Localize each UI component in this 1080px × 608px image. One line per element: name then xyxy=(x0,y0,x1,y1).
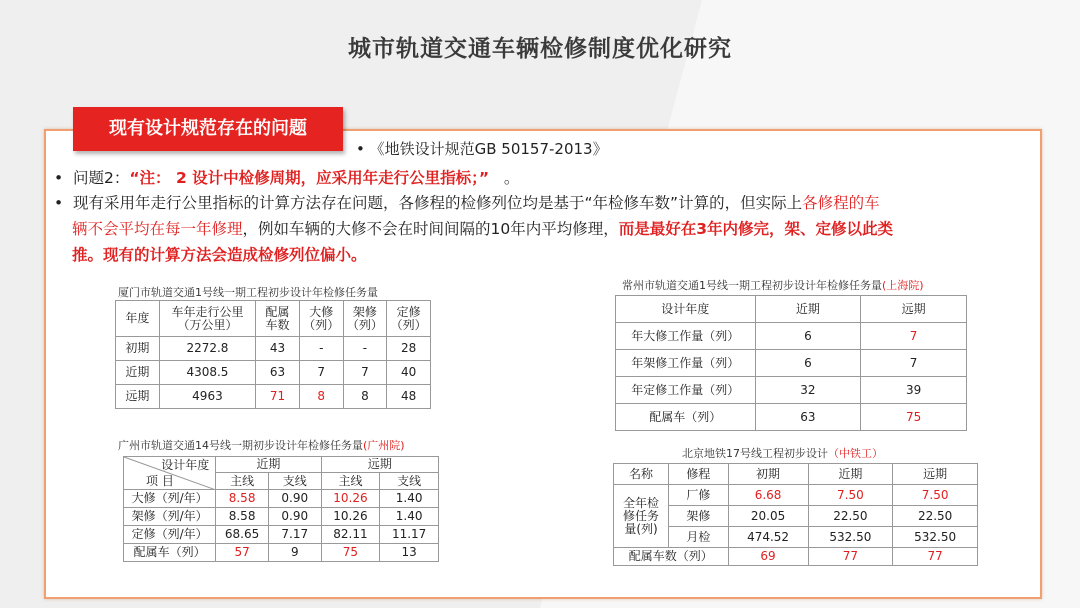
table-cell: 20.05 xyxy=(728,506,808,527)
table-cell: 4308.5 xyxy=(159,361,256,385)
table-cell: 6 xyxy=(755,350,861,377)
table-cell: 10.26 xyxy=(321,490,380,508)
table-cell: 大修（列/年） xyxy=(124,490,216,508)
table-cell: 28 xyxy=(387,337,431,361)
header-cell: 大修 （列） xyxy=(299,301,343,337)
table-cell: 8.58 xyxy=(216,508,269,526)
table-cell: 57 xyxy=(216,544,269,562)
header-cell: 近期 xyxy=(808,464,893,485)
table-cell: 定修（列/年） xyxy=(124,526,216,544)
bullet-dot: • xyxy=(54,194,73,212)
table-cell: 11.17 xyxy=(380,526,439,544)
table-cell: 22.50 xyxy=(808,506,893,527)
table-cell: 7.50 xyxy=(808,485,893,506)
table-cell: 532.50 xyxy=(893,527,978,548)
table-row xyxy=(124,526,439,544)
table-cell: 8 xyxy=(299,385,343,409)
table-cell: 0.90 xyxy=(268,508,321,526)
table-row xyxy=(616,377,967,404)
header-cell: 修程 xyxy=(669,464,729,485)
table-row xyxy=(124,508,439,526)
header-cell: 车年走行公里 （万公里） xyxy=(159,301,256,337)
bullet2-line2: ，例如车辆的大修不会在时间间隔的10年内平均修理， xyxy=(242,220,619,238)
changzhou-caption xyxy=(622,277,924,293)
period-header: 远期 xyxy=(321,457,438,473)
table-cell: 1.40 xyxy=(380,490,439,508)
changzhou-table xyxy=(615,295,967,431)
bullet-dot: • xyxy=(54,169,73,187)
xiamen-caption: 厦门市轨道交通1号线一期工程初步设计年检修任务量 xyxy=(118,286,378,299)
beijing-caption xyxy=(682,445,883,461)
table-cell: 82.11 xyxy=(321,526,380,544)
header-cell: 近期 xyxy=(755,296,861,323)
table-cell: 13 xyxy=(380,544,439,562)
table-cell: 月检 xyxy=(669,527,729,548)
table-row xyxy=(614,485,978,506)
bullet2-line1: 现有采用年走行公里指标的计算方法存在问题，各修程的检修列位均是基于“年检修车数”计算的，但实际上 xyxy=(73,194,803,212)
subheader-cell: 支线 xyxy=(268,473,321,490)
xiamen-table xyxy=(115,300,431,409)
table-cell: 4963 xyxy=(159,385,256,409)
table-cell: 7.17 xyxy=(268,526,321,544)
guangzhou-table xyxy=(123,456,439,562)
table-cell: 0.90 xyxy=(268,490,321,508)
bullet1-suffix: 。 xyxy=(503,169,520,187)
period-header: 近期 xyxy=(216,457,321,473)
corner-bottom-label: 项 目 xyxy=(146,474,174,488)
table-row xyxy=(116,385,431,409)
bullet2-line2-red: 辆不会平均在每一年修理 xyxy=(72,220,243,238)
bullet2-line2-bold: 而是最好在3年内修完，架、定修以此类 xyxy=(618,220,894,238)
table-row xyxy=(116,361,431,385)
table-cell: 7.50 xyxy=(893,485,978,506)
table-cell: - xyxy=(299,337,343,361)
table-cell: 43 xyxy=(256,337,300,361)
table-row xyxy=(616,350,967,377)
bullet2-line3-bold: 推。现有的计算方法会造成检修列位偏小。 xyxy=(72,246,367,264)
bullet2-line1-red: 各修程的车 xyxy=(802,194,880,212)
table-cell: 69 xyxy=(728,548,808,566)
table-cell: 7 xyxy=(299,361,343,385)
table-cell: 配属车（列） xyxy=(124,544,216,562)
table-cell: 39 xyxy=(861,377,967,404)
reference-line: • 《地铁设计规范GB 50157-2013》 xyxy=(356,140,608,158)
bullet1-quote: “注： 2 设计中检修周期，应采用年走行公里指标；” xyxy=(129,169,490,187)
header-cell: 远期 xyxy=(861,296,967,323)
header-cell: 架修 （列） xyxy=(343,301,387,337)
subheader-cell: 支线 xyxy=(380,473,439,490)
table-cell: 10.26 xyxy=(321,508,380,526)
table-cell: 远期 xyxy=(116,385,160,409)
caption-text: 广州市轨道交通14号线一期初步设计年检修任务量 xyxy=(118,439,363,452)
caption-source: (上海院) xyxy=(882,279,924,292)
table-row xyxy=(616,323,967,350)
table-cell: 75 xyxy=(861,404,967,431)
table-cell: 年定修工作量（列） xyxy=(616,377,756,404)
table-cell: 77 xyxy=(893,548,978,566)
bullet1-prefix: 问题2： xyxy=(73,169,130,187)
table-cell: 40 xyxy=(387,361,431,385)
subheader-cell: 主线 xyxy=(321,473,380,490)
table-cell: 架修（列/年） xyxy=(124,508,216,526)
bullet-2 xyxy=(54,190,1029,268)
table-cell: 9 xyxy=(268,544,321,562)
table-cell: 年架修工作量（列） xyxy=(616,350,756,377)
bullet-1 xyxy=(54,165,519,191)
table-cell: 68.65 xyxy=(216,526,269,544)
table-cell: 8 xyxy=(343,385,387,409)
header-cell: 定修 （列） xyxy=(387,301,431,337)
table-cell: 474.52 xyxy=(728,527,808,548)
corner-cell xyxy=(124,457,216,490)
table-cell: 75 xyxy=(321,544,380,562)
table-row xyxy=(614,527,978,548)
table-cell: 77 xyxy=(808,548,893,566)
table-cell: 71 xyxy=(256,385,300,409)
table-row xyxy=(616,404,967,431)
table-cell: 配属车（列） xyxy=(616,404,756,431)
header-cell: 远期 xyxy=(893,464,978,485)
table-cell: - xyxy=(343,337,387,361)
header-cell: 设计年度 xyxy=(616,296,756,323)
section-tag: 现有设计规范存在的问题 xyxy=(73,107,343,151)
page-title: 城市轨道交通车辆检修制度优化研究 xyxy=(348,36,732,62)
caption-text: 常州市轨道交通1号线一期工程初步设计年检修任务量 xyxy=(622,279,882,292)
corner-top-label: 设计年度 xyxy=(161,458,210,472)
table-cell: 1.40 xyxy=(380,508,439,526)
table-cell: 7 xyxy=(861,350,967,377)
guangzhou-caption xyxy=(118,437,405,453)
table-cell: 6 xyxy=(755,323,861,350)
table-cell: 8.58 xyxy=(216,490,269,508)
table-cell: 63 xyxy=(256,361,300,385)
beijing-table xyxy=(613,463,978,566)
caption-text: 北京地铁17号线工程初步设计 xyxy=(682,447,828,460)
table-cell: 63 xyxy=(755,404,861,431)
table-cell: 6.68 xyxy=(728,485,808,506)
table-row xyxy=(124,544,439,562)
table-cell: 7 xyxy=(861,323,967,350)
caption-source: （中铁工） xyxy=(828,447,883,460)
header-cell: 初期 xyxy=(728,464,808,485)
table-cell: 近期 xyxy=(116,361,160,385)
table-cell: 厂修 xyxy=(669,485,729,506)
table-cell: 2272.8 xyxy=(159,337,256,361)
table-cell: 年大修工作量（列） xyxy=(616,323,756,350)
table-cell: 48 xyxy=(387,385,431,409)
table-cell: 配属车数（列） xyxy=(614,548,729,566)
table-cell: 架修 xyxy=(669,506,729,527)
caption-source: (广州院) xyxy=(363,439,405,452)
table-cell: 22.50 xyxy=(893,506,978,527)
table-row xyxy=(116,337,431,361)
table-cell: 532.50 xyxy=(808,527,893,548)
header-cell: 名称 xyxy=(614,464,669,485)
table-row xyxy=(124,490,439,508)
table-row xyxy=(614,506,978,527)
table-cell: 7 xyxy=(343,361,387,385)
table-cell: 32 xyxy=(755,377,861,404)
table-cell: 初期 xyxy=(116,337,160,361)
group-label: 全年检 修任务 量(列) xyxy=(614,485,669,548)
subheader-cell: 主线 xyxy=(216,473,269,490)
table-row xyxy=(614,548,978,566)
header-cell: 配属 车数 xyxy=(256,301,300,337)
header-cell: 年度 xyxy=(116,301,160,337)
